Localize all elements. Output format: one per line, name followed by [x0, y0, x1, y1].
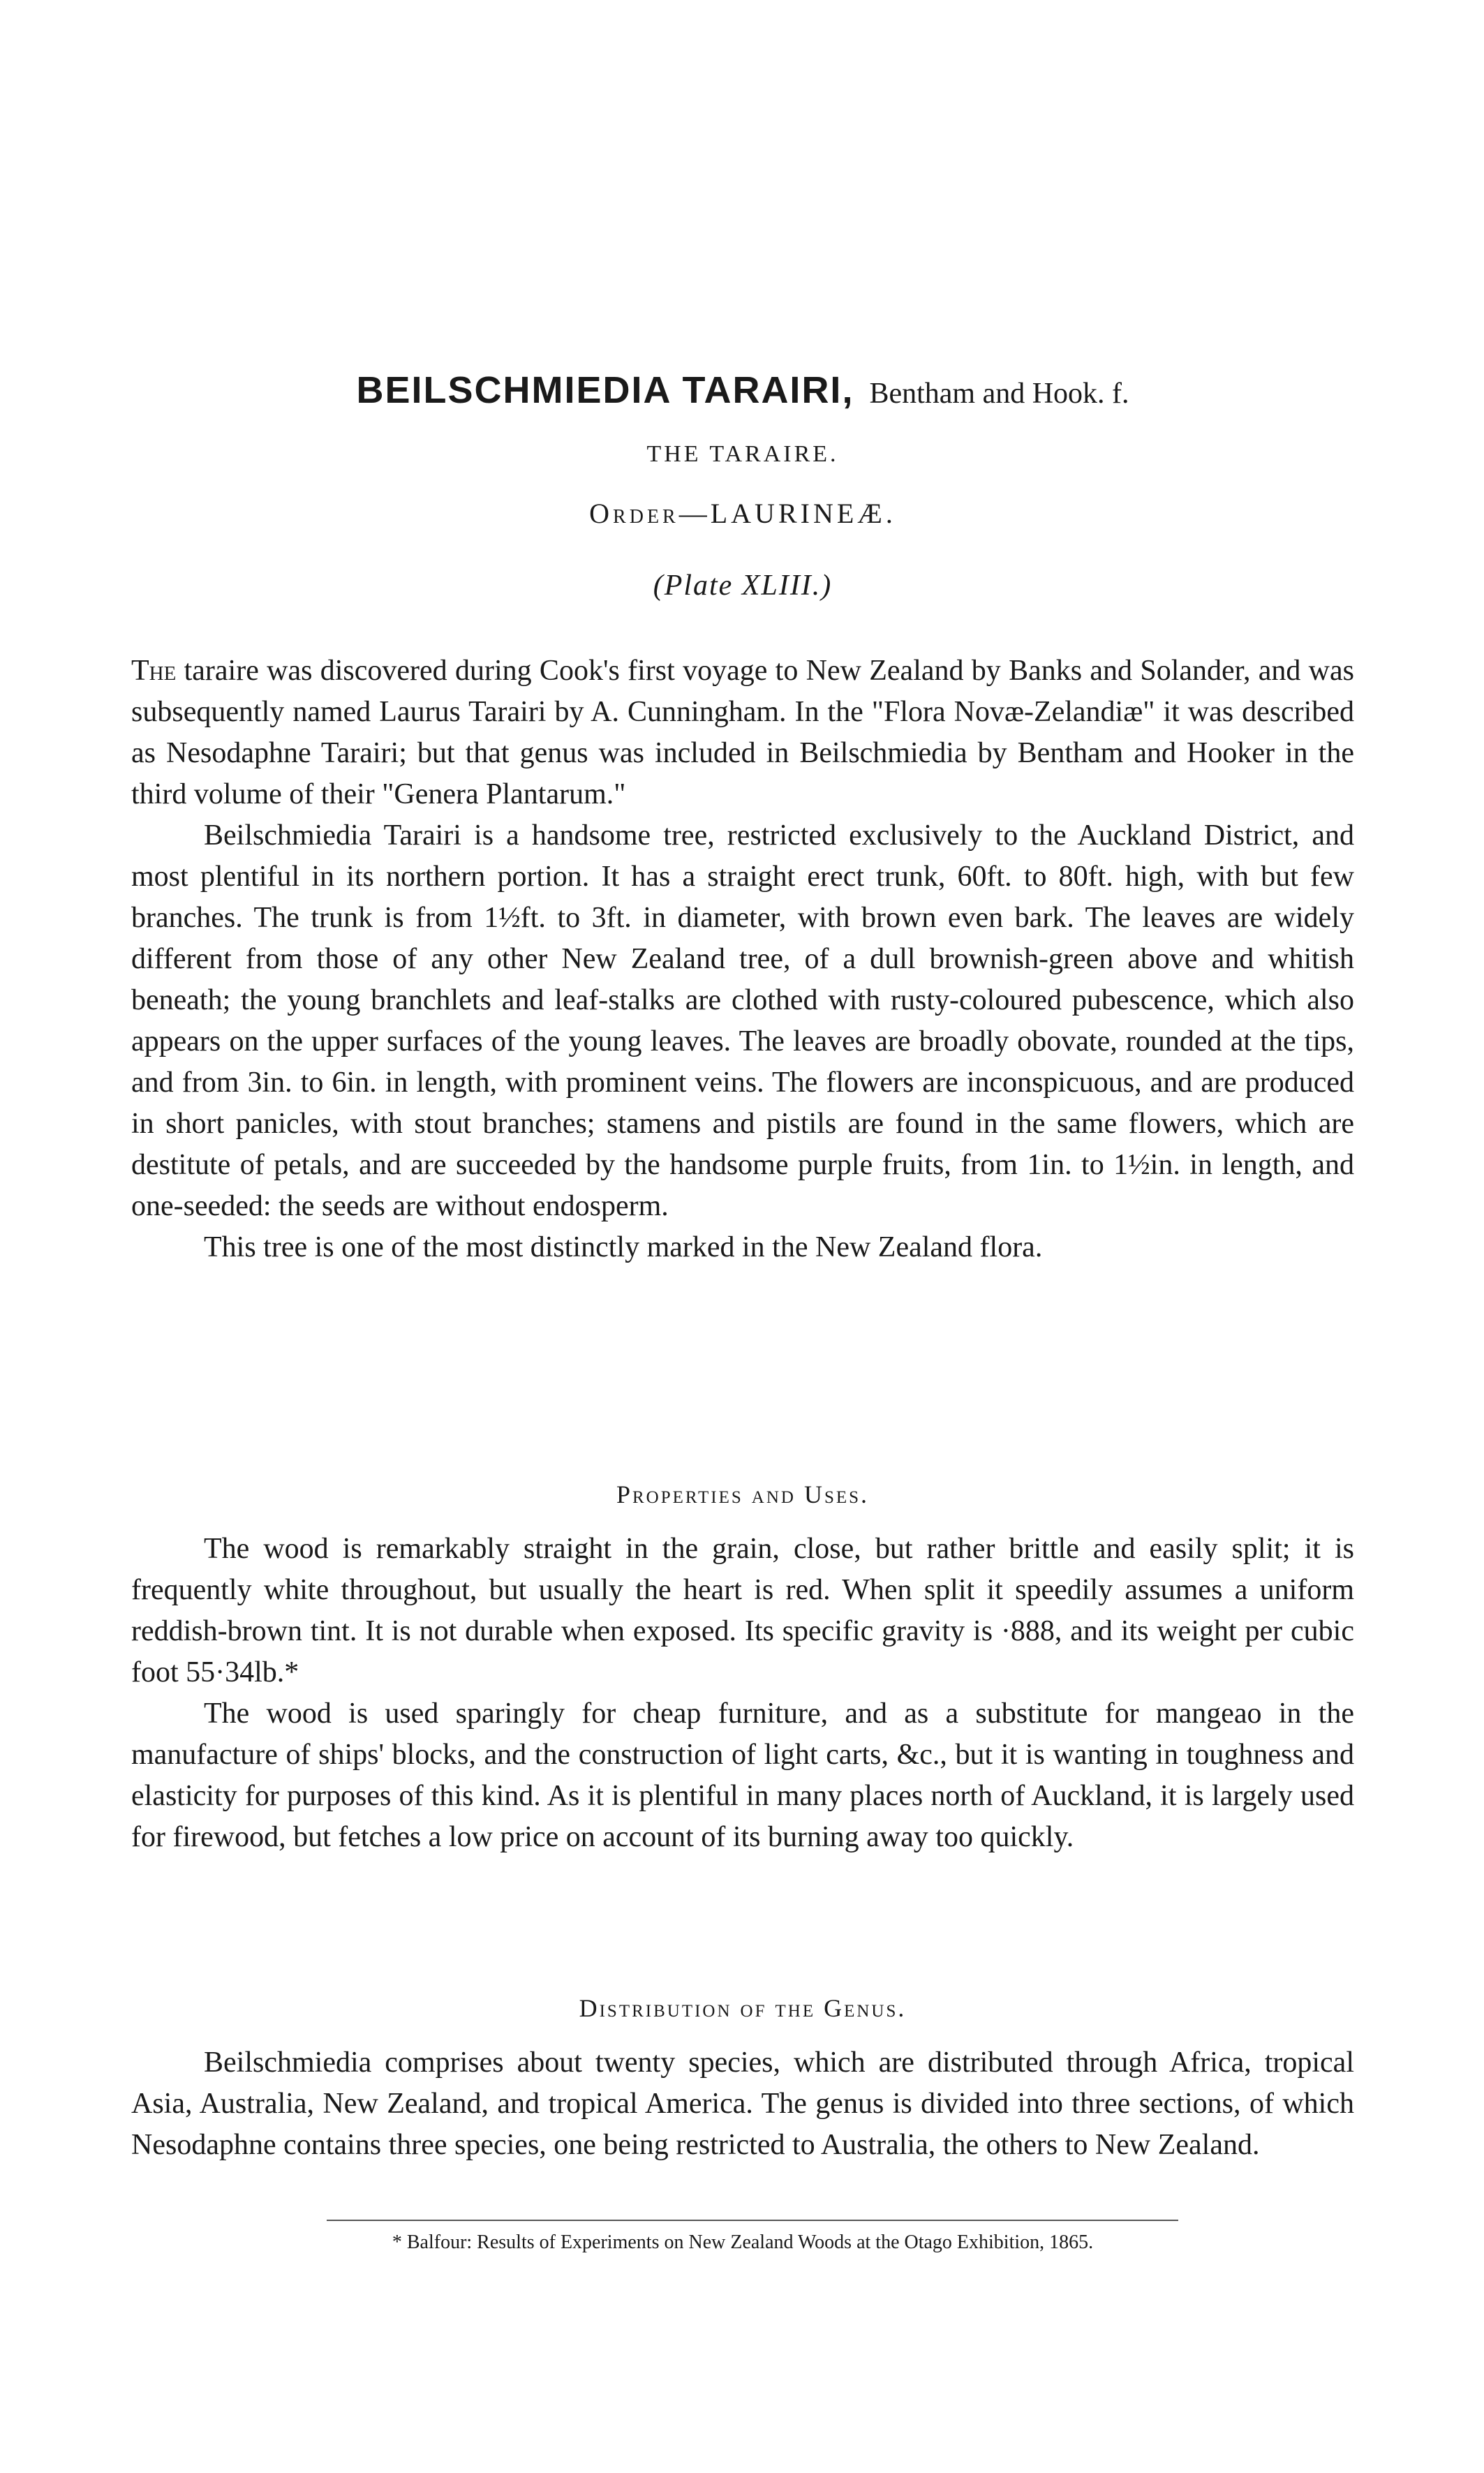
footnote-divider — [327, 2220, 1178, 2221]
intro-section — [131, 651, 1354, 1268]
intro-lead-word: The — [131, 655, 177, 687]
plate-reference: (Plate XLIII.) — [653, 570, 833, 602]
common-name: THE TARAIRE. — [646, 441, 839, 467]
species-author: Bentham and Hook. f. — [869, 378, 1129, 410]
title-line — [131, 369, 1354, 412]
species-title: BEILSCHMIEDIA TARAIRI, — [356, 369, 854, 411]
intro-paragraph-1 — [131, 651, 1354, 815]
order-line — [131, 497, 1354, 530]
distribution-section — [131, 2042, 1354, 2166]
distribution-heading: Distribution of the Genus. — [579, 1994, 907, 2022]
properties-heading: Properties and Uses. — [616, 1480, 870, 1508]
distribution-paragraph-1: Beilschmiedia comprises about twenty species, which are distributed through Africa, tropical Asia, Australia, New Zealand, and tropical America. The genus is divided into three sections, of which Nesodaphne contains three species, one being restricted to Australia, the others to New Zealand. — [131, 2047, 1354, 2161]
intro-paragraph-2: Beilschmiedia Tarairi is a handsome tree, restricted exclusively to the Auckland District, and most plentiful in its northern portion. It has a straight erect trunk, 60ft. to 80ft. high, with but few branches. The trunk is from 1½ft. to 3ft. in diameter, with brown even bark. The leaves are widely different from those of any other New Zealand tree, of a dull brownish-green above and whitish beneath; the young branchlets and leaf-stalks are clothed with rusty-coloured pubescence, which also appears on the upper surfaces of the young leaves. The leaves are broadly obovate, rounded at the tips, and from 3in. to 6in. in length, with prominent veins. The flowers are inconspicuous, and are produced in short panicles, with stout branches; stamens and pistils are found in the same flowers, which are destitute of petals, and are succeeded by the handsome purple fruits, from 1in. to 1½in. in length, and one-seeded: the seeds are without endosperm. — [131, 819, 1354, 1222]
properties-paragraph-1: The wood is remarkably straight in the grain, close, but rather brittle and easily split; it is frequently white throughout, but usually the heart is red. When split it speedily assumes a uniform reddish-brown tint. It is not durable when exposed. Its specific gravity is ·888, and its weight per cubic foot 55·34lb.* — [131, 1533, 1354, 1688]
properties-paragraph-2: The wood is used sparingly for cheap furniture, and as a substitute for mangeao in the manufacture of ships' blocks, and the construction of light carts, &c., but it is wanting in toughness and elasticity for purposes of this kind. As it is plentiful in many places north of Auckland, it is largely used for firewood, but fetches a low price on account of its burning away too quickly. — [131, 1698, 1354, 1853]
footnote: * Balfour: Results of Experiments on New Zealand Woods at the Otago Exhibition, 1865. — [392, 2231, 1094, 2253]
intro-paragraph-1-text: taraire was discovered during Cook's first voyage to New Zealand by Banks and Solander, and was subsequently named Laurus Tarairi by A. Cunningham. In the "Flora Novæ-Zelandiæ" it was described as Nesodaphne Tarairi; but that genus was included in Beilschmiedia by Bentham and Hooker in the third volume of their "Genera Plantarum." — [131, 655, 1354, 810]
document-page — [131, 0, 1354, 2473]
order-name: Order—LAURINEÆ. — [589, 498, 896, 529]
properties-section — [131, 1529, 1354, 1858]
intro-paragraph-3: This tree is one of the most distinctly marked in the New Zealand flora. — [204, 1231, 1043, 1263]
